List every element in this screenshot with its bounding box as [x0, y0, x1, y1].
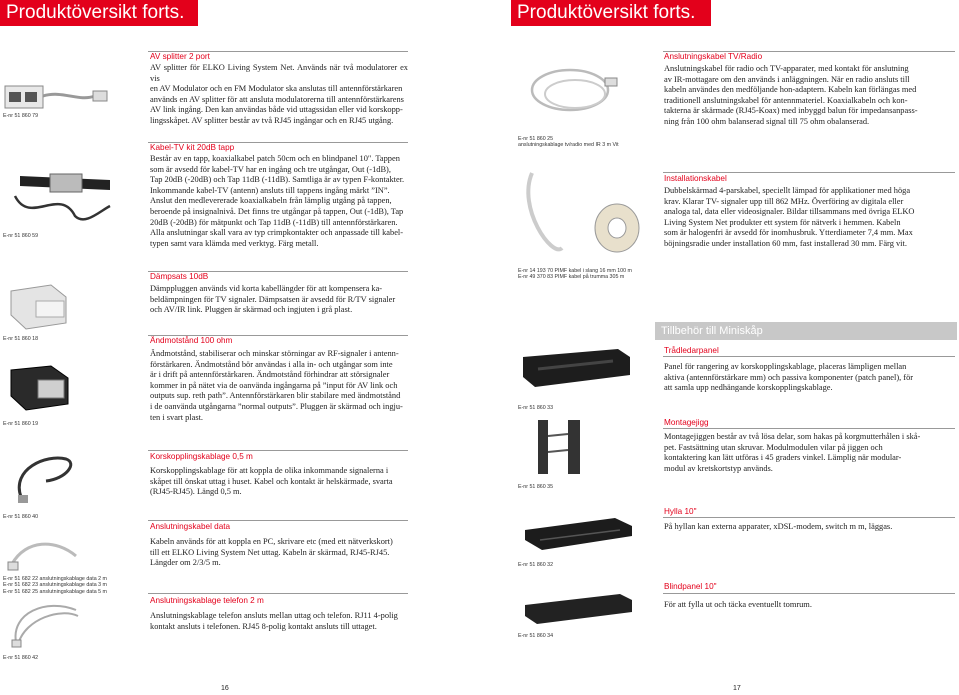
caption-tv-radio-cable: E-nr 51 860 25 anslutningskablage tv/radio med IR 3 m Vit	[518, 136, 619, 149]
caption-cable-manager-panel: E-nr 51 860 33	[518, 405, 554, 411]
section-body-av-splitter: AV splitter för ELKO Living System Net. Används när två modulatorer ex vis en AV Modulator och en FM Modulator ska anslutas till antennförstärkaren används en AV splitter för att ansluta modulatorerna till antennförstärkarens AV link ingång. Den kan användas både vid uttagssidan eller vid korskopp- lingsskåpet. AV splitter består av två RJ45 ingångar och en RJ45 utgång.	[150, 63, 408, 125]
blank-panel-image	[520, 590, 640, 630]
terminator-image	[6, 364, 76, 412]
patch-cable-image	[6, 449, 81, 509]
section-title-tv-radio-cable: Anslutningskabel TV/Radio	[664, 52, 763, 61]
cable-tv-kit-image	[10, 166, 115, 226]
right-page-header: Produktöversikt forts.	[511, 0, 711, 26]
section-body-phone-cable: Anslutningskablage telefon ansluts mellan uttag och telefon. RJ11 4-polig kontakt ansluts i telefonen. RJ45 8-polig kontakt ansluts till uttaget.	[150, 611, 398, 631]
divider	[148, 520, 408, 521]
divider	[663, 517, 955, 518]
tv-radio-cable-image	[525, 58, 625, 128]
section-body-cross-connect: Korskopplingskablage för att koppla de olika inkommande signalerna i skåpet till önskat uttag i huset. Kabel och kontakt är helskärmade, svarta (RJ45-RJ45). Längd 0,5 m.	[150, 466, 393, 497]
section-title-shelf: Hylla 10"	[664, 507, 697, 516]
shelf-image	[520, 510, 640, 560]
divider	[148, 450, 408, 451]
section-body-installation-cable: Dubbelskärmad 4-parskabel, speciellt lämpad för applikationer med höga krav. Klarar TV- signaler upp till 862 MHz. Överföring av digitala eller analoga tal, data eller videosignaler. Bildar tillsammans med övriga ELKO Living System Net produkter ett system för nätverk i hemmen. Kabeln som är halogenfri är avsedd för inomhusbruk. Ytterdiameter 7,4 mm. Max böjningsradie under installation 60 mm, fast installerad 30 mm. Färg vit.	[664, 186, 915, 248]
section-body-cable-tv-kit: Består av en tapp, koaxialkabel patch 50cm och en blindpanel 10". Tappen som är avsedd för kabel-TV har en ingång och tre utgångar, Out (-1dB), Tap 20dB (-20dB) och Tap 11dB (-11dB). Samtliga är av typen F-kontakter. Inkommande kabel-TV (antenn) ansluts till tappens ingång märkt ”IN”. Anslut den medlevererade koaxialkabeln från lämplig utgång på tappen, beroende på insignalnivå. Det finns tre utgångar på tappen, Out (-1dB), Tap 20dB (-20dB) för mätpunkt och Tap 11dB (-11dB) till antennförstärkaren. Alla anslutningar skall vara av typ crimpkontakter och anpassade till kabel- typen samt vara klämda med verktyg. Färg metall.	[150, 154, 405, 248]
section-title-phone-cable: Anslutningskablage telefon 2 m	[150, 596, 264, 605]
caption-blank-panel: E-nr 51 860 34	[518, 633, 554, 639]
divider	[663, 356, 955, 357]
caption-cable-tv-kit: E-nr 51 860 59	[3, 233, 39, 239]
page-number: 17	[733, 685, 741, 692]
section-title-blank-panel: Blindpanel 10"	[664, 582, 717, 591]
caption-attenuator: E-nr 51 860 18	[3, 336, 39, 342]
section-body-shelf: På hyllan kan externa apparater, xDSL-modem, switch m m, läggas.	[664, 522, 893, 531]
section-title-cable-tv-kit: Kabel-TV kit 20dB tapp	[150, 143, 235, 152]
mounting-jig-image	[528, 416, 598, 480]
section-body-tv-radio-cable: Anslutningskabel för radio och TV-apparater, med kontakt för anslutning av IR-mottagare om den används i anläggningen. När en radio ansluts till kabeln användes den medföljande hon-adaptern. Kabeln kan förlängas med traditionell anslutningskabel för antennmateriel. Koaxialkabeln och kon- takterna är skärmade (RJ45-Koax) med inbyggd balun för impedansanpass- ning från 100 ohm balanserad signal till 75 ohm obalanserad.	[664, 64, 918, 126]
caption-installation-cable: E-nr 14 193 70 PIMF kabel i slang 16 mm 100 m E-nr 49 370 83 PIMF kabel på trumma 305 m	[518, 268, 632, 281]
divider	[148, 593, 408, 594]
section-title-cross-connect: Korskopplingskablage 0,5 m	[150, 452, 253, 461]
cable-manager-panel-image	[518, 347, 638, 399]
section-title-av-splitter: AV splitter 2 port	[150, 52, 210, 61]
caption-mounting-jig: E-nr 51 860 35	[518, 484, 554, 490]
divider	[663, 593, 955, 594]
section-title-mounting-jig: Montagejigg	[664, 418, 709, 427]
caption-data-cable: E-nr 51 682 22 anslutningskablage data 2 m E-nr 51 682 23 anslutningskablage data 3 m E-nr 51 682 25 anslutningskablage data 5 m	[3, 576, 107, 595]
section-title-attenuator: Dämpsats 10dB	[150, 272, 209, 281]
divider	[663, 172, 955, 173]
left-page-header: Produktöversikt forts.	[0, 0, 198, 26]
section-title-terminator: Ändmotstånd 100 ohm	[150, 336, 233, 345]
caption-phone-cable: E-nr 51 860 42	[3, 655, 39, 661]
page-number: 16	[221, 685, 229, 692]
installation-cable-image	[522, 168, 647, 260]
attenuator-image	[6, 283, 76, 331]
section-body-attenuator: Dämppluggen används vid korta kabellängder för att kompensera ka- beldämpningen för TV signaler. Dämpsatsen är avsedd för R/TV signaler och AV/IR link. Pluggen är skärmad och ingjuten i grå plast.	[150, 284, 396, 315]
section-title-cable-manager-panel: Trådledarpanel	[664, 346, 719, 355]
phone-cable-image	[6, 598, 86, 652]
caption-shelf: E-nr 51 860 32	[518, 562, 554, 568]
section-body-cable-manager-panel: Panel för rangering av korskopplingskablage, placeras lämpligen mellan aktiva (antennförstärkare mm) och passiva komponenter (patch panel), för att samla upp nedhängande korskopplingskablage.	[664, 362, 914, 393]
caption-patch-cable: E-nr 51 860 40	[3, 514, 39, 520]
section-body-data-cable: Kabeln används för att koppla en PC, skrivare etc (med ett nätverkskort) till ett ELKO Living System Net uttag. Kabeln är skärmad, RJ45-RJ45. Längder om 2/3/5 m.	[150, 537, 393, 568]
caption-av-splitter: E-nr 51 860 79	[3, 113, 39, 119]
data-cable-image	[6, 534, 86, 574]
caption-terminator: E-nr 51 860 19	[3, 421, 39, 427]
section-body-terminator: Ändmotstånd, stabiliserar och minskar störningar av RF-signaler i antenn- förstärkaren. Ändmotstånd bör användas i alla in- och utgångar som inte är i drift på antennförstärkaren. Ändmotstånd förhindrar att störsignaler kommer in på nätet via de oanvända ingångarna på ”input för AV link och outputs sup. reth path”. Antennförstärkaren blir stabilare med ändmotstånd i de oanvända utgångarna ”normal outputs”. Pluggen är skärmad och ingju- ten i svart plast.	[150, 349, 403, 422]
divider	[663, 428, 955, 429]
accessory-section-bar: Tillbehör till Miniskåp	[655, 322, 957, 340]
section-title-installation-cable: Installationskabel	[664, 174, 727, 183]
section-body-blank-panel: För att fylla ut och täcka eventuellt tomrum.	[664, 600, 812, 609]
section-body-mounting-jig: Montagejiggen består av två lösa delar, som hakas på korgmutterhålen i skå- pet. Fastsättning utan skruvar. Modulmodulen vilar på jiggen och kontaktering kan lätt utföras i 45 graders vinkel. Lämplig när modular- modul av kretskortstyp används.	[664, 432, 921, 473]
section-title-data-cable: Anslutningskabel data	[150, 522, 231, 531]
